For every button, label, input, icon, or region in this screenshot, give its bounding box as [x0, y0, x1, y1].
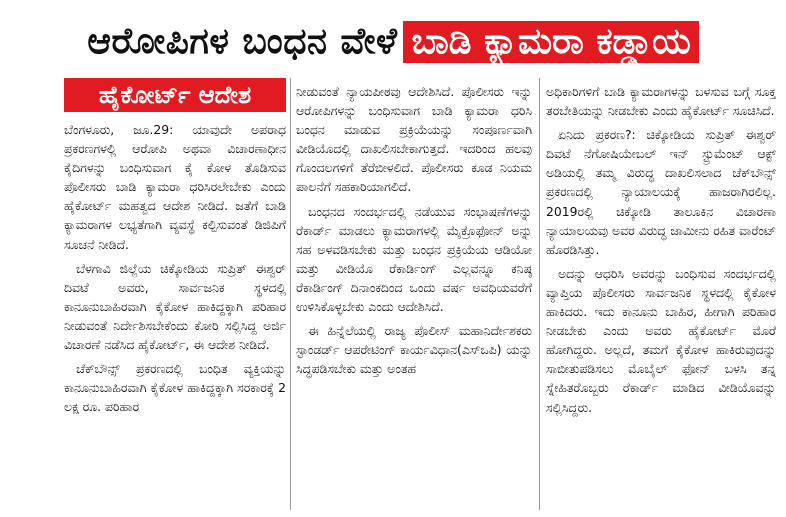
column-divider	[539, 78, 540, 510]
paragraph: ನೀಡುವಂತೆ ನ್ಯಾಯಪೀಠವು ಆದೇಶಿಸಿದೆ. ಪೊಲೀಸರು ಇನ್ನು ಆರೋಪಿಗಳನ್ನು ಬಂಧಿಸುವಾಗ ಬಾಡಿ ಕ್ಯಾಮರಾ ಧರಿಸಿ ಬಂಧನ ಮಾಡುವ ಪ್ರಕ್ರಿಯೆಯನ್ನು ಸಂಪೂರ್ಣವಾಗಿ ವೀಡಿಯೊದಲ್ಲಿ ದಾಖಲಿಸಬೇಕಾಗುತ್ತದೆ. ಇದರಿಂದ ಹಲವು ಗೊಂದಲಗಳಿಗೆ ತೆರೆಬೀಳಲಿದೆ. ಪೊಲೀಸರು ಕೂಡ ನಿಯಮ ಪಾಲನೆಗೆ ಸಹಕಾರಿಯಾಗಲಿದೆ.	[296, 84, 532, 195]
paragraph: ಏನಿದು ಪ್ರಕರಣ?: ಚಿಕ್ಕೋಡಿಯ ಸುಪ್ರಿತ್ ಈಶ್ವರ್ ದಿವಟೆ ನೆಗೋಷಿಯೇಬಲ್ ಇನ್ ಸ್ಟ್ರುಮೆಂಟ್ ಆಕ್ಟ್ ಅಡಿಯಲ್ಲಿ ತಮ್ಮ ವಿರುದ್ಧ ದಾಖಲಿಸಲಾದ ಚೆಕ್‌ಬೌನ್ಸ್ ಪ್ರಕರಣದಲ್ಲಿ ನ್ಯಾಯಾಲಯಕ್ಕೆ ಹಾಜರಾಗಿರಲಿಲ್ಲ. 2019ರಲ್ಲಿ ಚಿಕ್ಕೋಡಿ ತಾಲೂಕಿನ ವಿಚಾರಣಾ ನ್ಯಾಯಾಲಯವು ಅವರ ವಿರುದ್ಧ ಜಾಮೀನು ರಹಿತ ವಾರೆಂಟ್ ಹೊರಡಿಸಿತ್ತು.	[546, 127, 776, 257]
headline-red-text: ಬಾಡಿ ಕ್ಯಾಮರಾ ಕಡ್ಡಾಯ	[403, 21, 698, 63]
paragraph: ಬೆಂಗಳೂರು, ಜೂ.29: ಯಾವುದೇ ಅಪರಾಧ ಪ್ರಕರಣಗಳಲ್ಲಿ ಆರೋಪಿ ಅಥವಾ ವಿಚಾರಣಾಧೀನ ಕೈದಿಗಳನ್ನು ಬಂಧಿಸುವಾಗ ಕೈ ಕೋಳ ತೊಡಿಸುವ ಪೊಲೀಸರು ಬಾಡಿ ಕ್ಯಾಮರಾ ಧರಿಸಿರಲೇಬೇಕು ಎಂದು ಹೈಕೋರ್ಟ್ ಮಹತ್ವದ ಆದೇಶ ನೀಡಿದೆ. ಜತೆಗೆ ಬಾಡಿ ಕ್ಯಾಮರಾಗಳ ಲಭ್ಯತೆಗಾಗಿ ವ್ಯವಸ್ಥೆ ಕಲ್ಪಿಸುವಂತೆ ಡಿಜಿಪಿಗೆ ಸೂಚನೆ ನೀಡಿದೆ.	[64, 122, 286, 252]
paragraph: ಅಧಿಕಾರಿಗಳಿಗೆ ಬಾಡಿ ಕ್ಯಾಮರಾಗಳನ್ನು ಬಳಸುವ ಬಗ್ಗೆ ಸೂಕ್ತ ತರಬೇತಿಯನ್ನು ನೀಡಬೇಕು ಎಂದು ಹೈಕೋರ್ಟ್ ಸೂಚಿಸಿದೆ.	[546, 84, 776, 119]
paragraph: ಈ ಹಿನ್ನೆಲೆಯಲ್ಲಿ ರಾಜ್ಯ ಪೊಲೀಸ್ ಮಹಾನಿರ್ದೇಶಕರು ಸ್ಟಾಂಡರ್ಡ್ ಆಪರೇಟಿಂಗ್ ಕಾರ್ಯವಿಧಾನ(ಎಸ್‌ಒಪಿ) ಯನ್ನು ಸಿದ್ಧಪಡಿಸಬೇಕು ಮತ್ತು ಅಂತಹ	[296, 323, 532, 377]
article-column-2	[296, 82, 532, 383]
paragraph: ಚೆಕ್‌ಬೌನ್ಸ್ ಪ್ರಕರಣದಲ್ಲಿ ಬಂಧಿತ ವ್ಯಕ್ತಿಯನ್ನು ಕಾನೂನುಬಾಹಿರವಾಗಿ ಕೈಕೋಳ ಹಾಕಿದ್ದಕ್ಕಾಗಿ ಸರಕಾರಕ್ಕೆ 2 ಲಕ್ಷ ರೂ. ಪರಿಹಾರ	[64, 361, 286, 415]
paragraph: ಬೆಳಗಾವಿ ಜಿಲ್ಲೆಯ ಚಿಕ್ಕೋಡಿಯ ಸುಪ್ರಿತ್ ಈಶ್ವರ್ ದಿವಟೆ ಅವರು, ಸಾರ್ವಜನಿಕ ಸ್ಥಳದಲ್ಲಿ ಕಾನೂನುಬಾಹಿರವಾಗಿ ಕೈಕೋಳ ಹಾಕಿದ್ದಕ್ಕಾಗಿ ಪರಿಹಾರ ನೀಡುವಂತೆ ನಿರ್ದೇಶಿಸಬೇಕೆಂದು ಕೋರಿ ಸಲ್ಲಿಸಿದ್ದ ಅರ್ಜಿ ವಿಚಾರಣೆ ನಡೆಸಿದ ಹೈಕೋರ್ಟ್, ಈ ಆದೇಶ ನೀಡಿದೆ.	[64, 260, 286, 353]
headline	[0, 12, 786, 72]
column-divider	[290, 78, 291, 510]
section-badge: ಹೈಕೋರ್ಟ್ ಆದೇಶ	[64, 78, 286, 112]
article-column-1	[64, 120, 286, 421]
headline-black-text: ಆರೋಪಿಗಳ ಬಂಧನ ವೇಳೆ	[87, 21, 398, 62]
paragraph: ಬಂಧನದ ಸಂದರ್ಭದಲ್ಲಿ ನಡೆಯುವ ಸಂಭಾಷಣೆಗಳನ್ನು ರೆಕಾರ್ಡ್ ಮಾಡಲು ಕ್ಯಾಮರಾಗಳಲ್ಲಿ ಮೈಕ್ರೊಫೋನ್ ಅನ್ನು ಸಹ ಅಳವಡಿಸಬೇಕು ಮತ್ತು ಬಂಧನ ಪ್ರಕ್ರಿಯೆಯ ಆಡಿಯೋ ಮತ್ತು ವೀಡಿಯೊ ರೆಕಾರ್ಡಿಂಗ್ ಎಲ್ಲವನ್ನೂ ಕನಿಷ್ಠ ರೆಕಾರ್ಡಿಂಗ್ ದಿನಾಂಕದಿಂದ ಒಂದು ವರ್ಷ ಅವಧಿಯವರೆಗೆ ಉಳಿಸಿಕೊಳ್ಳಬೇಕು ಎಂದು ಆದೇಶಿಸಿದೆ.	[296, 203, 532, 315]
paragraph: ಅದನ್ನು ಆಧರಿಸಿ ಅವರನ್ನು ಬಂಧಿಸುವ ಸಂದರ್ಭದಲ್ಲಿ ವ್ಯಾಪ್ತಿಯ ಪೊಲೀಸರು ಸಾರ್ವಜನಿಕ ಸ್ಥಳದಲ್ಲಿ ಕೈಕೋಳ ಹಾಕಿದರು. ಇದು ಕಾನೂನು ಬಾಹಿರ, ಹೀಗಾಗಿ ಪರಿಹಾರ ನೀಡಬೇಕು ಎಂದು ಅವರು ಹೈಕೋರ್ಟ್ ಮೊರೆ ಹೋಗಿದ್ದರು. ಅಲ್ಲದೆ, ತಮಗೆ ಕೈಕೋಳ ಹಾಕಿರುವುದನ್ನು ಸಾಬೀತುಪಡಿಸಲು ಮೊಬೈಲ್ ಫೋನ್ ಬಳಸಿ ತನ್ನ ಸ್ನೇಹಿತರೊಬ್ಬರು ರೆಕಾರ್ಡ್ ಮಾಡಿದ ವೀಡಿಯೊವನ್ನು ಸಲ್ಲಿಸಿದ್ದರು.	[546, 265, 776, 415]
article-column-3	[546, 82, 776, 422]
